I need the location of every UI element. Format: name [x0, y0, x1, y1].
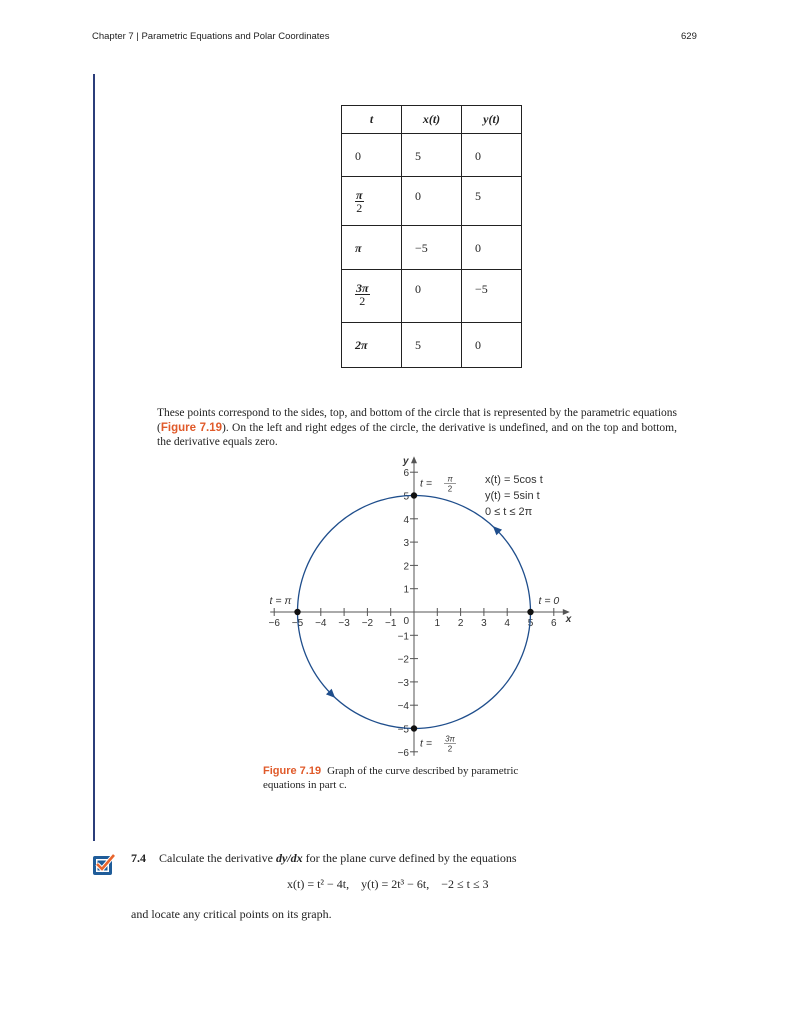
x-tick-label: 6: [551, 618, 557, 629]
equation-annotations: [485, 474, 543, 518]
y-tick-label: 5: [403, 491, 409, 503]
section-side-bar: [93, 74, 95, 841]
x-tick-label: −5: [291, 618, 304, 629]
caption-text: Graph of the curve described by parametric equations in part c.: [263, 765, 519, 791]
x-tick-label: −4: [315, 618, 327, 629]
equation-annotation: 0 ≤ t ≤ 2π: [485, 506, 533, 518]
body-paragraph: [157, 406, 677, 450]
cell-t: 2π: [342, 323, 402, 368]
point-label: t = 0: [538, 595, 560, 607]
cell-t: [342, 270, 402, 323]
y-tick-label: 4: [403, 514, 409, 526]
y-tick-label: 3: [403, 538, 409, 550]
table-row: [342, 270, 522, 323]
cell-t: π: [342, 226, 402, 270]
exercise-equation: x(t) = t² − 4t, y(t) = 2t³ − 6t, −2 ≤ t ≤ 3: [287, 877, 489, 891]
y-tick-label: 2: [403, 561, 409, 573]
x-tick-label: 5: [527, 618, 534, 629]
header-t: t: [342, 106, 402, 134]
figure-reference-link[interactable]: Figure 7.19: [160, 421, 222, 434]
paragraph-text: ). On the left and right edges of the circle, the derivative is undefined, and on the top and bottom, the derivative equals zero.: [157, 421, 677, 448]
y-tick-label: −1: [397, 631, 409, 643]
figure-caption: [263, 764, 563, 792]
cell-x: 5: [402, 134, 462, 177]
cell-x: 0: [402, 177, 462, 226]
y-tick-label: −5: [397, 724, 409, 736]
y-tick-label: 6: [403, 468, 409, 480]
x-tick-label: −1: [384, 618, 397, 629]
exercise-number: 7.4: [131, 851, 146, 865]
x-tick-label: −6: [268, 618, 280, 629]
y-tick-label: −4: [397, 701, 409, 713]
table-row: [342, 323, 522, 368]
x-tick-label: −3: [338, 618, 350, 629]
table-row: [342, 177, 522, 226]
point-marker: [411, 725, 417, 731]
y-tick-label: −2: [397, 654, 409, 666]
cell-x: 0: [402, 270, 462, 323]
point-marker: [527, 609, 533, 615]
point-label-denominator: 2: [447, 484, 453, 494]
exercise-prompt: [159, 851, 517, 866]
x-tick-label: 3: [481, 618, 487, 629]
table-header-row: [342, 106, 522, 134]
exercise-text: for the plane curve defined by the equations: [302, 851, 517, 865]
y-tick-label: 1: [403, 584, 409, 596]
x-axis-label: x: [565, 614, 572, 625]
paragraph-text: These points correspond to the sides, top, and bottom of the circle that is represented by the parametric equations (: [157, 407, 677, 434]
page-number: 629: [681, 31, 697, 42]
figure-label: Figure 7.19: [263, 765, 322, 777]
cell-y: 0: [462, 226, 522, 270]
derivative-expression: dy/dx: [275, 851, 303, 865]
equation-annotation: x(t) = 5cos t: [485, 474, 543, 486]
point-marker: [294, 609, 300, 615]
cell-y: 0: [462, 323, 522, 368]
y-axis-arrow-icon: [411, 456, 417, 463]
exercise-tail-text: and locate any critical points on its graph.: [131, 907, 332, 921]
cell-x: 5: [402, 323, 462, 368]
cell-t: 0: [342, 134, 402, 177]
point-marker: [411, 492, 417, 498]
header-y: y(t): [462, 106, 522, 134]
point-label-denominator: 2: [447, 744, 453, 754]
cell-y: 0: [462, 134, 522, 177]
y-axis-label: y: [403, 456, 409, 468]
table-row: [342, 134, 522, 177]
x-tick-label: −2: [361, 618, 374, 629]
point-label-numerator: π: [447, 474, 453, 484]
cell-t: [342, 177, 402, 226]
x-tick-label: 2: [457, 618, 464, 629]
fraction: [355, 189, 364, 214]
point-label: t = π: [269, 595, 292, 607]
exercise-text: Calculate the derivative: [159, 851, 276, 865]
table-row: [342, 226, 522, 270]
equation-annotation: y(t) = 5sin t: [485, 490, 540, 502]
cell-x: −5: [402, 226, 462, 270]
y-tick-label: −6: [397, 747, 409, 759]
fraction-numerator: π: [356, 188, 363, 202]
x-tick-label: 1: [434, 618, 441, 629]
parameter-value-table: [341, 105, 522, 368]
cell-y: −5: [462, 270, 522, 323]
checkbox-checkmark-icon: [92, 852, 116, 876]
running-header-chapter: Chapter 7 | Parametric Equations and Polar Coordinates: [92, 31, 330, 42]
point-label-prefix: t =: [420, 477, 432, 490]
x-tick-label: 4: [504, 618, 510, 629]
fraction-denominator: 2: [356, 201, 363, 215]
fraction-denominator: 2: [359, 294, 366, 308]
point-label-numerator: 3π: [445, 734, 455, 744]
origin-label: 0: [403, 616, 409, 627]
y-tick-label: −3: [397, 677, 409, 689]
parametric-circle-graph: [250, 450, 580, 765]
cell-y: 5: [462, 177, 522, 226]
fraction-numerator: 3π: [356, 281, 369, 295]
header-x: x(t): [402, 106, 462, 134]
fraction: [355, 282, 370, 307]
point-label-prefix: t =: [420, 737, 432, 750]
